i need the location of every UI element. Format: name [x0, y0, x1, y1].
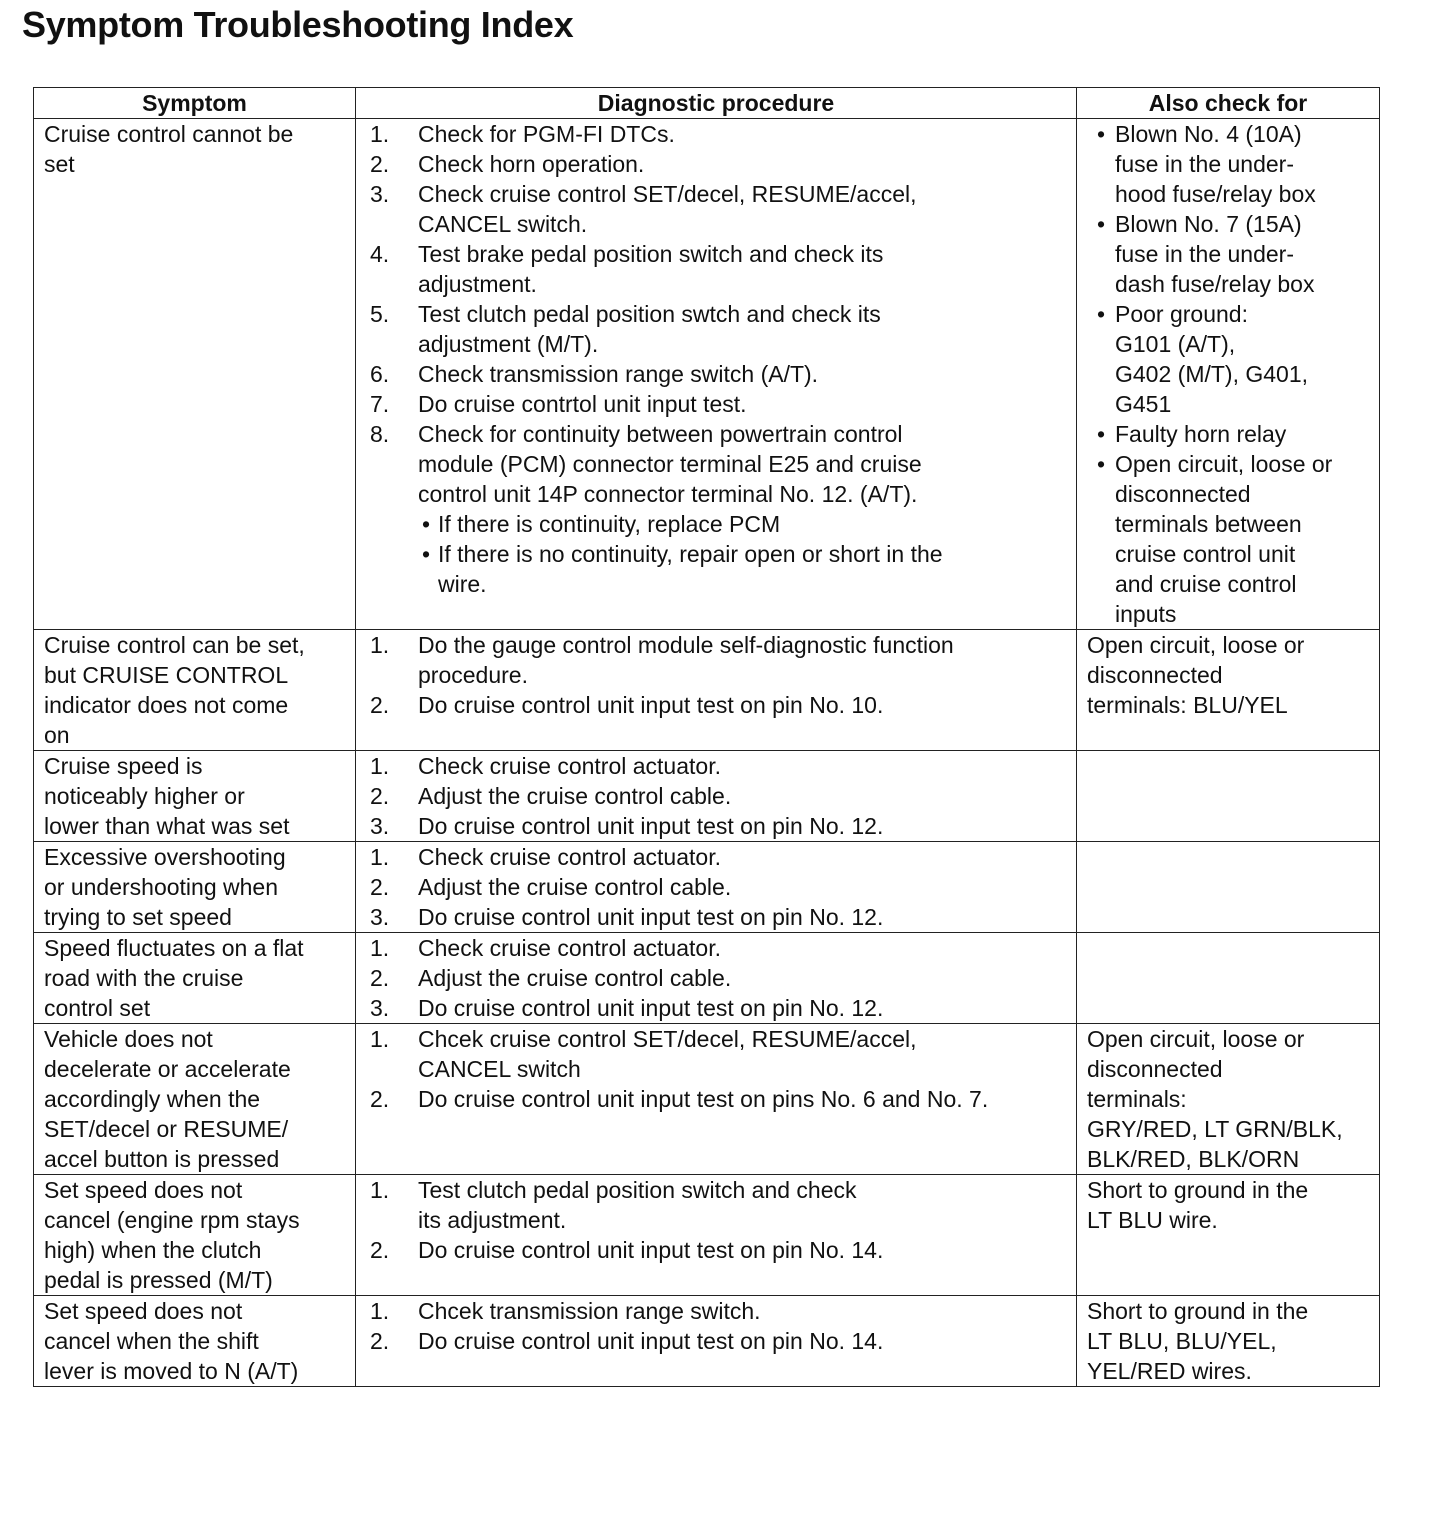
procedure-step: 4. Test brake pedal position switch and check its adjustment. — [370, 241, 884, 297]
also-check-cell: Short to ground in the LT BLU, BLU/YEL, YEL/RED wires. — [1077, 1296, 1380, 1387]
procedure-substep: • If there is continuity, replace PCM — [414, 509, 1070, 539]
bullet-icon: • — [1096, 211, 1106, 237]
bullet-icon: • — [421, 541, 431, 567]
procedure-step: 2. Do cruise control unit input test on pin No. 14. — [370, 1328, 884, 1354]
page-title: Symptom Troubleshooting Index — [22, 4, 574, 45]
bullet-icon: • — [421, 511, 431, 537]
procedure-step: 1. Check cruise control actuator. — [370, 844, 721, 870]
also-check-cell — [1077, 751, 1380, 842]
symptom-cell: Speed fluctuates on a flat road with the cruise control set — [34, 933, 356, 1024]
symptom-cell: Cruise control cannot be set — [34, 119, 356, 630]
also-check-cell: Open circuit, loose or disconnected terminals: BLU/YEL — [1077, 630, 1380, 751]
procedure-step: 1. Do the gauge control module self-diagnostic function procedure. — [370, 632, 954, 688]
procedure-step: 2. Do cruise control unit input test on pin No. 14. — [370, 1237, 884, 1263]
header-also-check: Also check for — [1077, 88, 1380, 119]
procedure-step: 1. Check cruise control actuator. — [370, 753, 721, 779]
procedure-step: 1. Chcek cruise control SET/decel, RESUME/accel, CANCEL switch — [370, 1026, 917, 1082]
procedure-cell — [356, 119, 1077, 630]
procedure-cell — [356, 1175, 1077, 1296]
procedure-step: 1. Chcek transmission range switch. — [370, 1298, 761, 1324]
procedure-step: 3. Do cruise control unit input test on pin No. 12. — [370, 904, 884, 930]
header-procedure: Diagnostic procedure — [356, 88, 1077, 119]
symptom-cell: Cruise control can be set, but CRUISE CONTROL indicator does not come on — [34, 630, 356, 751]
procedure-step: 2. Adjust the cruise control cable. — [370, 874, 732, 900]
also-check-item: • Blown No. 4 (10A) fuse in the under- hood fuse/relay box — [1087, 119, 1373, 209]
table-row — [34, 751, 1380, 842]
troubleshooting-table — [33, 87, 1380, 1387]
procedure-step: 2. Adjust the cruise control cable. — [370, 783, 732, 809]
also-check-cell — [1077, 119, 1380, 630]
symptom-cell: Excessive overshooting or undershooting when trying to set speed — [34, 842, 356, 933]
also-check-cell — [1077, 842, 1380, 933]
procedure-cell — [356, 933, 1077, 1024]
procedure-step: 1. Check cruise control actuator. — [370, 935, 721, 961]
procedure-cell — [356, 751, 1077, 842]
also-check-cell — [1077, 933, 1380, 1024]
bullet-icon: • — [1096, 421, 1106, 447]
also-check-cell: Open circuit, loose or disconnected terminals: GRY/RED, LT GRN/BLK, BLK/RED, BLK/ORN — [1077, 1024, 1380, 1175]
header-symptom: Symptom — [34, 88, 356, 119]
procedure-cell — [356, 1296, 1077, 1387]
procedure-step: 6. Check transmission range switch (A/T). — [370, 361, 819, 387]
symptom-cell: Cruise speed is noticeably higher or lower than what was set — [34, 751, 356, 842]
procedure-step: 3. Check cruise control SET/decel, RESUME/accel, CANCEL switch. — [370, 181, 917, 237]
also-check-cell: Short to ground in the LT BLU wire. — [1077, 1175, 1380, 1296]
also-check-item: • Blown No. 7 (15A) fuse in the under- dash fuse/relay box — [1087, 209, 1373, 299]
procedure-step: 1. Check for PGM-FI DTCs. — [370, 121, 675, 147]
table-row — [34, 1296, 1380, 1387]
also-check-item: • Faulty horn relay — [1087, 419, 1373, 449]
table-row — [34, 119, 1380, 630]
symptom-cell: Set speed does not cancel when the shift lever is moved to N (A/T) — [34, 1296, 356, 1387]
bullet-icon: • — [1096, 121, 1106, 147]
table-row — [34, 630, 1380, 751]
bullet-icon: • — [1096, 301, 1106, 327]
procedure-step: 3. Do cruise control unit input test on pin No. 12. — [370, 813, 884, 839]
procedure-step: 3. Do cruise control unit input test on pin No. 12. — [370, 995, 884, 1021]
symptom-cell: Set speed does not cancel (engine rpm stays high) when the clutch pedal is pressed (M/T) — [34, 1175, 356, 1296]
procedure-step: 8. Check for continuity between powertrain control module (PCM) connector terminal E25 and cruise control unit 14P connector terminal No. 12. (A/T). — [370, 421, 922, 507]
procedure-substep: • If there is no continuity, repair open or short in the wire. — [414, 539, 1070, 599]
procedure-cell — [356, 842, 1077, 933]
procedure-step: 2. Do cruise control unit input test on pins No. 6 and No. 7. — [370, 1086, 989, 1112]
procedure-step: 7. Do cruise contrtol unit input test. — [370, 391, 747, 417]
symptom-cell: Vehicle does not decelerate or accelerate accordingly when the SET/decel or RESUME/ accel button is pressed — [34, 1024, 356, 1175]
table-row — [34, 933, 1380, 1024]
procedure-step: 1. Test clutch pedal position switch and check its adjustment. — [370, 1177, 857, 1233]
table-row — [34, 1175, 1380, 1296]
also-check-item: • Poor ground: G101 (A/T), G402 (M/T), G401, G451 — [1087, 299, 1373, 419]
bullet-icon: • — [1096, 451, 1106, 477]
procedure-step: 2. Do cruise control unit input test on pin No. 10. — [370, 692, 884, 718]
also-check-item: • Open circuit, loose or disconnected terminals between cruise control unit and cruise control inputs — [1087, 449, 1373, 629]
procedure-cell — [356, 630, 1077, 751]
procedure-step: 2. Check horn operation. — [370, 151, 645, 177]
procedure-cell — [356, 1024, 1077, 1175]
table-row — [34, 842, 1380, 933]
procedure-step: 2. Adjust the cruise control cable. — [370, 965, 732, 991]
table-header-row — [34, 88, 1380, 119]
table-row — [34, 1024, 1380, 1175]
procedure-step: 5. Test clutch pedal position swtch and check its adjustment (M/T). — [370, 301, 881, 357]
